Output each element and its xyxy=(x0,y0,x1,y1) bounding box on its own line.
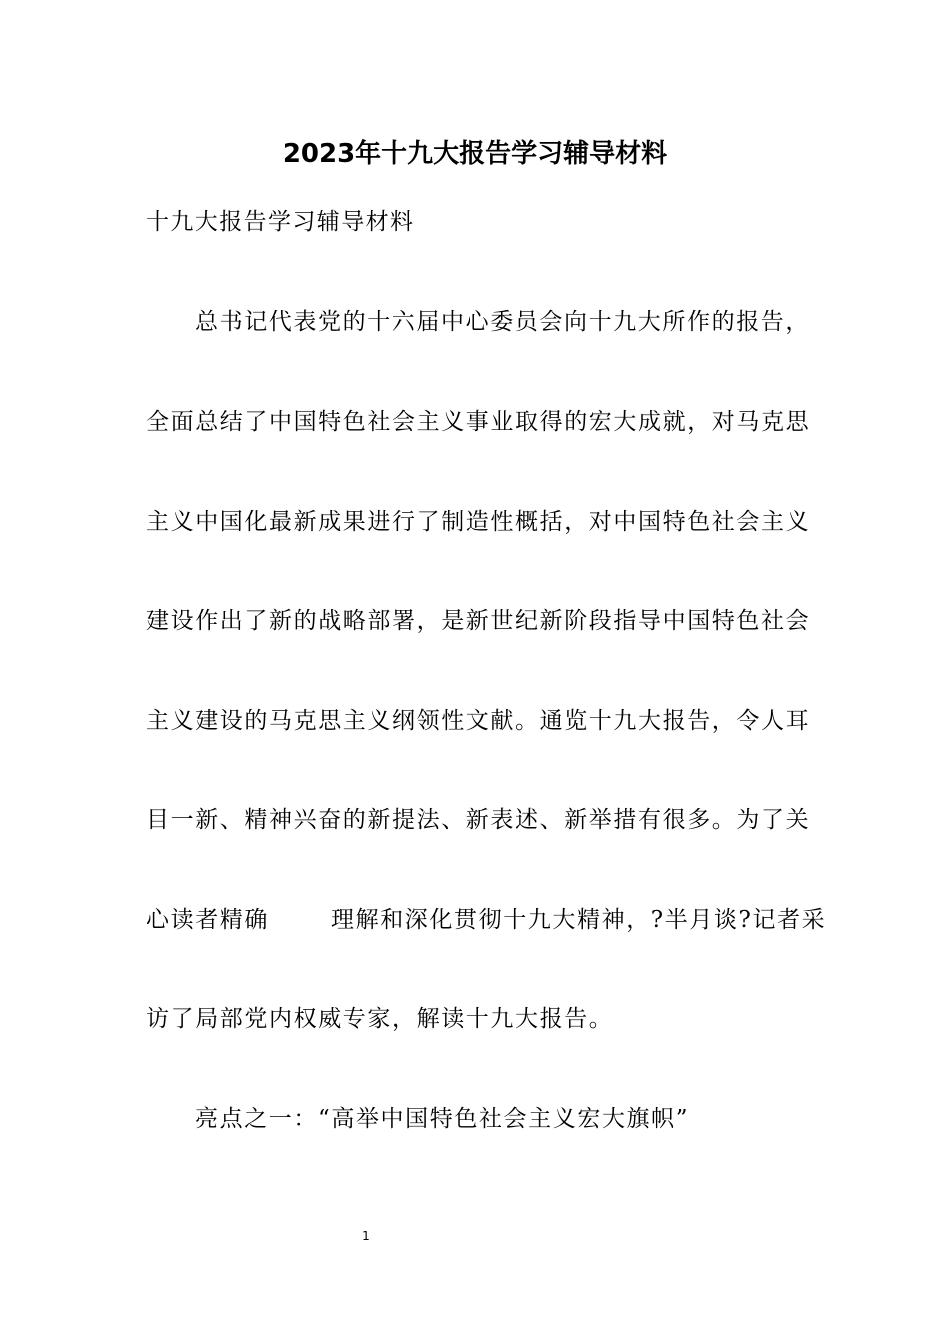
paragraph-line-4: 建设作出了新的战略部署，是新世纪新阶段指导中国特色社会 xyxy=(146,608,811,634)
paragraph-line-7-part-1: 心读者精确 xyxy=(146,907,269,933)
paragraph-line-7 xyxy=(146,903,826,937)
document-title: 2023年十九大报告学习辅导材料 xyxy=(282,139,668,169)
paragraph-line-6: 目一新、精神兴奋的新提法、新表述、新举措有很多。为了关 xyxy=(146,807,811,833)
page-number: 1 xyxy=(362,1229,370,1243)
paragraph-line-8: 访了局部党内权威专家，解读十九大报告。 xyxy=(146,1006,614,1032)
document-subtitle: 十九大报告学习辅导材料 xyxy=(146,209,415,235)
highlight-heading-1: 亮点之一：“高举中国特色社会主义宏大旗帜” xyxy=(195,1106,690,1132)
paragraph-line-2: 全面总结了中国特色社会主义事业取得的宏大成就，对马克思 xyxy=(146,409,811,435)
paragraph-line-7-part-2: 理解和深化贯彻十九大精神，?半月谈?记者采 xyxy=(331,907,827,933)
paragraph-line-1: 总书记代表党的十六届中心委员会向十九大所作的报告， xyxy=(195,309,810,335)
paragraph-line-3: 主义中国化最新成果进行了制造性概括，对中国特色社会主义 xyxy=(146,509,811,535)
paragraph-line-5: 主义建设的马克思主义纲领性文献。通览十九大报告，令人耳 xyxy=(146,708,811,734)
